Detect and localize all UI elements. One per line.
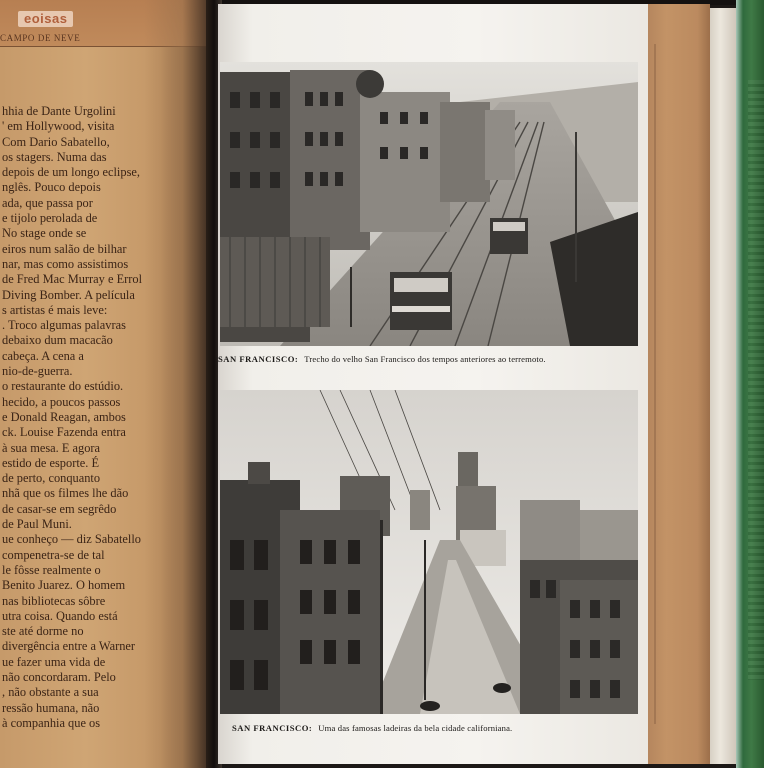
caption-text: Uma das famosas ladeiras da bela cidade californiana. bbox=[318, 723, 513, 733]
text-line: ressão humana, não bbox=[2, 700, 100, 715]
figure-caption-2 bbox=[232, 723, 512, 733]
text-line: ue fazer uma vida de bbox=[2, 654, 106, 669]
text-line: eiros num salão de bilhar bbox=[2, 241, 127, 256]
photo-san-francisco-hill bbox=[220, 390, 638, 714]
text-line: s artistas é mais leve: bbox=[2, 302, 108, 317]
text-line: . Troco algumas palavras bbox=[2, 318, 126, 333]
text-line: le fôsse realmente o bbox=[2, 562, 101, 577]
text-line: nas bibliotecas sôbre bbox=[2, 593, 106, 608]
text-line: utra coisa. Quando está bbox=[2, 608, 118, 623]
text-line: o restaurante do estúdio. bbox=[2, 379, 124, 394]
text-line: ' em Hollywood, visita bbox=[2, 119, 115, 134]
text-line: Diving Bomber. A película bbox=[2, 287, 135, 302]
left-page bbox=[0, 0, 214, 768]
text-line: de casar-se em segrêdo bbox=[2, 501, 117, 516]
text-line: ada, que passa por bbox=[2, 195, 93, 210]
text-line: , não obstante a sua bbox=[2, 685, 99, 700]
text-line: cabeça. A cena a bbox=[2, 348, 84, 363]
text-line: hhia de Dante Urgolini bbox=[2, 104, 116, 118]
text-line: ck. Louise Fazenda entra bbox=[2, 425, 126, 440]
caption-place: SAN FRANCISCO: bbox=[218, 354, 299, 364]
photo-old-san-francisco bbox=[220, 62, 638, 346]
text-line: compenetra-se de tal bbox=[2, 547, 105, 562]
text-line: depois de um longo eclipse, bbox=[2, 165, 140, 180]
text-line: nio-de-guerra. bbox=[2, 364, 73, 379]
text-line: divergência entre a Warner bbox=[2, 639, 136, 654]
text-line: de Paul Muni. bbox=[2, 517, 72, 532]
caption-text: Trecho do velho San Francisco dos tempos anteriores ao terremoto. bbox=[304, 354, 546, 364]
text-line: hecido, a poucos passos bbox=[2, 394, 121, 409]
page-fore-edge bbox=[648, 4, 710, 764]
caption-place: SAN FRANCISCO: bbox=[232, 723, 313, 733]
text-line: não concordaram. Pelo bbox=[2, 669, 116, 684]
text-line: No stage onde se bbox=[2, 226, 87, 241]
text-line: à companhia que os bbox=[2, 715, 101, 730]
gutter-shadow bbox=[144, 0, 214, 768]
text-line: e Donald Reagan, ambos bbox=[2, 409, 126, 424]
text-line: à sua mesa. E agora bbox=[2, 440, 101, 455]
green-book-cover bbox=[736, 0, 764, 768]
running-head: CAMPO DE NEVE bbox=[0, 33, 81, 43]
text-line: de perto, conquanto bbox=[2, 471, 101, 486]
text-line: Com Dario Sabatello, bbox=[2, 134, 110, 149]
text-line: os stagers. Numa das bbox=[2, 149, 107, 164]
text-line: ste até dorme no bbox=[2, 624, 84, 639]
street-photo-illustration bbox=[220, 62, 638, 346]
text-line: Benito Juarez. O homem bbox=[2, 578, 126, 593]
text-line: estido de esporte. É bbox=[2, 455, 100, 470]
figure-caption-1 bbox=[218, 354, 546, 364]
magazine-brand: eoisas bbox=[18, 11, 73, 27]
text-line: debaixo dum macacão bbox=[2, 333, 113, 348]
right-page bbox=[218, 4, 648, 764]
text-line: nar, mas como assistimos bbox=[2, 256, 129, 271]
page-stack-edge bbox=[710, 8, 736, 764]
text-line: de Fred Mac Murray e Errol bbox=[2, 272, 143, 287]
hill-photo-illustration bbox=[220, 390, 638, 714]
text-line: nglês. Pouco depois bbox=[2, 180, 101, 195]
text-line: nhã que os filmes lhe dão bbox=[2, 486, 129, 501]
text-line: ue conheço — diz Sabatello bbox=[2, 532, 142, 547]
text-line: e tijolo perolada de bbox=[2, 211, 98, 226]
